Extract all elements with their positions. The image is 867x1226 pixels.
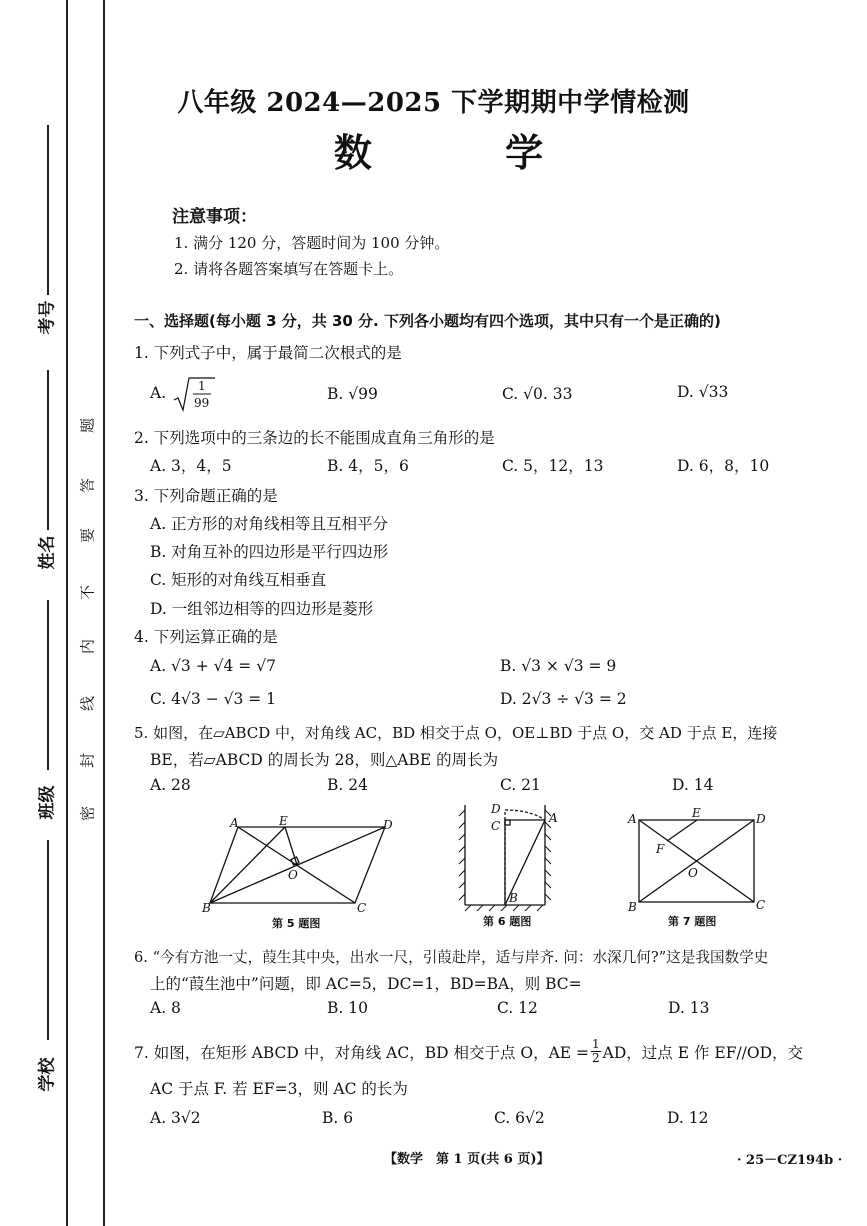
q5-option-b: B. 24 <box>327 776 368 794</box>
q7-frac-num: 1 <box>592 1037 600 1051</box>
q3-option-c: C. 矩形的对角线互相垂直 <box>150 571 327 589</box>
school-label: 学校 <box>37 1057 58 1092</box>
q1-option-d: D. √33 <box>677 383 729 401</box>
exam-title: 八年级 2024—2025 下学期期中学情检测 <box>177 88 690 118</box>
q5-option-a: A. 28 <box>150 776 191 794</box>
footer-page-info: 【数学 第 1 页(共 6 页)】 <box>384 1152 550 1167</box>
margin-no-answer-char: 答 <box>78 478 97 494</box>
q7-option-b: B. 6 <box>322 1109 354 1127</box>
figure-7 <box>622 805 772 913</box>
q5-option-c: C. 21 <box>500 776 541 794</box>
margin-no-answer-char: 线 <box>78 696 97 712</box>
q1-frac-num: 1 <box>198 379 206 393</box>
question-2-stem: 2. 下列选项中的三条边的长不能围成直角三角形的是 <box>134 429 495 447</box>
q7-option-c: C. 6√2 <box>494 1109 545 1127</box>
q7-option-a: A. 3√2 <box>150 1109 201 1127</box>
name-underline <box>47 370 49 530</box>
fig5-label: D <box>383 818 393 832</box>
fig5-label: C <box>357 901 367 915</box>
fig7-label: O <box>688 866 698 880</box>
fig7-label: C <box>756 898 766 912</box>
class-label: 班级 <box>37 785 58 820</box>
question-5-stem-line2: BE，若▱ABCD 的周长为 28，则△ABE 的周长为 <box>150 751 499 769</box>
class-underline <box>47 600 49 770</box>
q7-option-d: D. 12 <box>667 1109 709 1127</box>
fig7-label: F <box>656 842 665 856</box>
notice-item: 1. 满分 120 分，答题时间为 100 分钟。 <box>174 234 450 252</box>
footer-code: · 25－CZ194b · <box>737 1153 843 1168</box>
fig5-label: E <box>279 815 288 828</box>
margin-no-answer-char: 不 <box>78 585 97 601</box>
q4-option-b: B. √3 × √3 = 9 <box>500 657 617 675</box>
margin-no-answer-char: 封 <box>78 753 97 769</box>
question-1-stem: 1. 下列式子中，属于最简二次根式的是 <box>134 344 402 362</box>
fig6-label: A <box>549 811 558 825</box>
fig6-label: C <box>491 819 501 833</box>
figure-7-caption: 第 7 题图 <box>668 915 717 928</box>
subject-title: 数 学 <box>333 130 604 175</box>
fig5-label: A <box>230 816 239 830</box>
q7-stem-part2: AD，过点 E 作 EF//OD，交 <box>602 1043 804 1062</box>
figure-5 <box>195 815 410 915</box>
q6-option-d: D. 13 <box>668 999 710 1017</box>
notice-item: 2. 请将各题答案填写在答题卡上。 <box>174 260 404 278</box>
question-4-stem: 4. 下列运算正确的是 <box>134 628 278 646</box>
binding-line-left <box>66 0 68 1226</box>
fig7-label: E <box>692 806 701 820</box>
q7-fraction <box>591 1038 601 1065</box>
q4-option-c: C. 4√3 − √3 = 1 <box>150 690 277 708</box>
figure-5-caption: 第 5 题图 <box>272 917 321 930</box>
question-5-stem-line1: 5. 如图，在▱ABCD 中，对角线 AC，BD 相交于点 O，OE⊥BD 于点 O，交 AD 于点 E，连接 <box>134 724 778 742</box>
q4-option-a: A. √3 + √4 = √7 <box>150 657 276 675</box>
fig5-label: O <box>288 868 298 882</box>
question-7-stem-line2: AC 于点 F. 若 EF=3，则 AC 的长为 <box>150 1080 408 1098</box>
margin-no-answer-char: 题 <box>78 418 97 434</box>
q1-option-c: C. √0. 33 <box>502 385 573 403</box>
figure-6 <box>455 800 570 912</box>
fig6-label: D <box>491 802 501 816</box>
q2-option-d: D. 6，8，10 <box>677 457 770 475</box>
question-6-stem-line1: 6. “今有方池一丈，葭生其中央，出水一尺，引葭赴岸，适与岸齐. 问：水深几何?”这是我国数学史 <box>134 949 769 966</box>
q2-option-b: B. 4，5，6 <box>327 457 409 475</box>
fig7-label: A <box>628 812 637 826</box>
q1-option-a <box>150 376 215 412</box>
q2-option-a: A. 3，4，5 <box>150 457 232 475</box>
school-underline <box>47 840 49 1040</box>
exam-no-label: 考号 <box>37 300 58 335</box>
q6-option-b: B. 10 <box>327 999 368 1017</box>
name-label: 姓名 <box>37 535 58 570</box>
q1-option-b: B. √99 <box>327 385 378 403</box>
q7-frac-den: 2 <box>592 1051 600 1065</box>
sqrt-fraction-icon <box>173 376 215 412</box>
section-heading: 一、选择题(每小题 3 分，共 30 分. 下列各小题均有四个选项，其中只有一个是正确的) <box>134 312 721 330</box>
question-6-stem-line2: 上的“葭生池中”问题，即 AC=5，DC=1，BD=BA，则 BC= <box>150 975 582 993</box>
fig7-label: B <box>628 900 637 913</box>
q3-option-b: B. 对角互补的四边形是平行四边形 <box>150 543 389 561</box>
question-3-stem: 3. 下列命题正确的是 <box>134 487 278 505</box>
q3-option-d: D. 一组邻边相等的四边形是菱形 <box>150 600 374 618</box>
q1-option-a-label: A. <box>150 384 167 402</box>
fig7-label: D <box>756 812 766 826</box>
margin-no-answer-char: 密 <box>78 806 97 822</box>
fig5-label: B <box>202 901 211 915</box>
notice-heading: 注意事项： <box>172 207 257 227</box>
q5-option-d: D. 14 <box>672 776 714 794</box>
margin-no-answer-char: 要 <box>78 528 97 544</box>
figure-6-caption: 第 6 题图 <box>483 915 532 928</box>
fig6-label: B <box>509 891 518 905</box>
q6-option-a: A. 8 <box>150 999 181 1017</box>
q6-option-c: C. 12 <box>497 999 538 1017</box>
question-7-stem-line1 <box>134 1038 803 1065</box>
q4-option-d: D. 2√3 ÷ √3 = 2 <box>500 690 627 708</box>
q7-stem-part1: 7. 如图，在矩形 ABCD 中，对角线 AC，BD 相交于点 O，AE = <box>134 1043 590 1062</box>
q3-option-a: A. 正方形的对角线相等且互相平分 <box>150 515 389 533</box>
binding-line-right <box>103 0 105 1226</box>
q2-option-c: C. 5，12，13 <box>502 457 604 475</box>
q1-frac-den: 99 <box>194 396 210 410</box>
margin-no-answer-char: 内 <box>78 639 97 655</box>
